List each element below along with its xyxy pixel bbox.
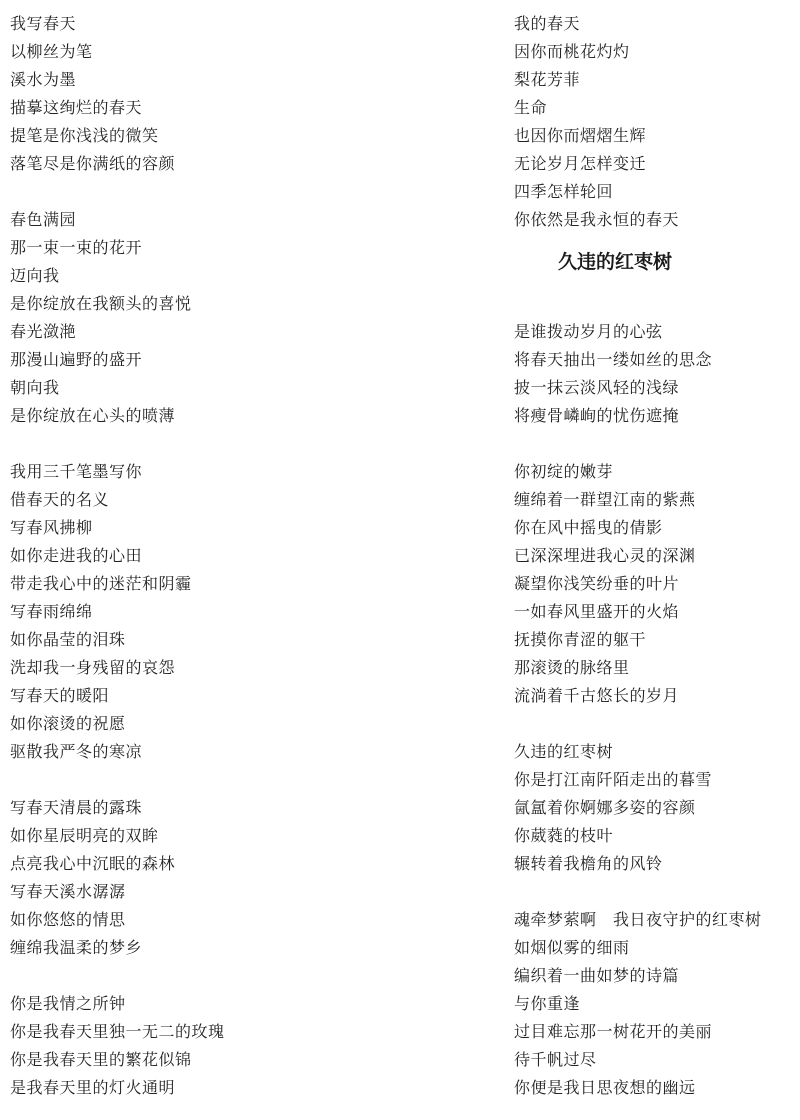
poem-line: 缠绵我温柔的梦乡 — [10, 938, 143, 957]
poem-line: 也因你而熠熠生辉 — [514, 126, 647, 145]
poem-line: 编织着一曲如梦的诗篇 — [514, 966, 680, 985]
poem-line: 梨花芳菲 — [514, 70, 581, 89]
poem-line: 春光潋滟 — [10, 322, 77, 341]
poem-line: 过目难忘那一树花开的美丽 — [514, 1022, 713, 1041]
poem-line: 写春天的暖阳 — [10, 686, 110, 705]
poem-line: 我的春天 — [514, 14, 581, 33]
stanza-break — [514, 290, 794, 318]
poem-line: 待千帆过尽 — [514, 1050, 597, 1069]
poem-line: 朝向我 — [10, 378, 60, 397]
poem-line: 如你滚烫的祝愿 — [10, 714, 126, 733]
poem-line: 带走我心中的迷茫和阴霾 — [10, 574, 192, 593]
poem-line: 写春天清晨的露珠 — [10, 798, 143, 817]
poem-line: 春色满园 — [10, 210, 77, 229]
poem-line: 生命 — [514, 98, 548, 117]
poem-line: 是你绽放在心头的喷薄 — [10, 406, 176, 425]
poem-line: 如你悠悠的情思 — [10, 910, 126, 929]
poem-line: 你是我春天里的繁花似锦 — [10, 1050, 192, 1069]
poem-line: 久违的红枣树 — [514, 742, 614, 761]
poem-line: 迈向我 — [10, 266, 60, 285]
poem-title: 久违的红枣树 — [558, 251, 673, 273]
stanza-break — [10, 766, 480, 794]
poem-line: 抚摸你青涩的躯干 — [514, 630, 647, 649]
poem-line: 无论岁月怎样变迁 — [514, 154, 647, 173]
stanza-break — [10, 962, 480, 990]
poem-line: 如你走进我的心田 — [10, 546, 143, 565]
poem-line: 一如春风里盛开的火焰 — [514, 602, 680, 621]
poem-line: 魂牵梦萦啊 我日夜守护的红枣树 — [514, 910, 762, 929]
poem-line: 是谁拨动岁月的心弦 — [514, 322, 663, 341]
poem-line: 缠绵着一群望江南的紫燕 — [514, 490, 696, 509]
right-column — [514, 10, 794, 1102]
poem-line: 已深深埋进我心灵的深渊 — [514, 546, 696, 565]
poem-line: 辗转着我檐角的风铃 — [514, 854, 663, 873]
poem-line: 你在风中摇曳的倩影 — [514, 518, 663, 537]
poem-line: 描摹这绚烂的春天 — [10, 98, 143, 117]
poem-line: 写春天溪水潺潺 — [10, 882, 126, 901]
poem-line: 那滚烫的脉络里 — [514, 658, 630, 677]
poem-line: 那一束一束的花开 — [10, 238, 143, 257]
stanza-break — [10, 430, 480, 458]
poem-line: 与你重逢 — [514, 994, 581, 1013]
poem-line: 你是打江南阡陌走出的暮雪 — [514, 770, 713, 789]
poem-line: 写春风拂柳 — [10, 518, 93, 537]
poem-line: 驱散我严冬的寒凉 — [10, 742, 143, 761]
poem-line: 你便是我日思夜想的幽远 — [514, 1078, 696, 1097]
poem-line: 提笔是你浅浅的微笑 — [10, 126, 159, 145]
stanza-break — [514, 430, 794, 458]
poem-line: 氤氲着你婀娜多姿的容颜 — [514, 798, 696, 817]
poem-line: 如烟似雾的细雨 — [514, 938, 630, 957]
poem-line: 是我春天里的灯火通明 — [10, 1078, 176, 1097]
poem-line: 你初绽的嫩芽 — [514, 462, 614, 481]
poem-line: 如你晶莹的泪珠 — [10, 630, 126, 649]
poem-line: 写春雨绵绵 — [10, 602, 93, 621]
poem-line: 洗却我一身残留的哀怨 — [10, 658, 176, 677]
poem-line: 那漫山遍野的盛开 — [10, 350, 143, 369]
poem-line: 我写春天 — [10, 14, 77, 33]
poem-line: 我用三千笔墨写你 — [10, 462, 143, 481]
poem-line: 流淌着千古悠长的岁月 — [514, 686, 680, 705]
poem-line: 是你绽放在我额头的喜悦 — [10, 294, 192, 313]
poem-line: 你是我春天里独一无二的玫瑰 — [10, 1022, 225, 1041]
stanza-break — [514, 710, 794, 738]
poem-line: 你葳蕤的枝叶 — [514, 826, 614, 845]
poem-line: 以柳丝为笔 — [10, 42, 93, 61]
poem-line: 四季怎样轮回 — [514, 182, 614, 201]
poem-line: 将春天抽出一缕如丝的思念 — [514, 350, 713, 369]
poem-line: 凝望你浅笑纷垂的叶片 — [514, 574, 680, 593]
poem-line: 如你星辰明亮的双眸 — [10, 826, 159, 845]
poem-line: 点亮我心中沉眠的森林 — [10, 854, 176, 873]
poem-line: 因你而桃花灼灼 — [514, 42, 630, 61]
stanza-break — [10, 178, 480, 206]
poem-line: 借春天的名义 — [10, 490, 110, 509]
poem-line: 将瘦骨嶙峋的忧伤遮掩 — [514, 406, 680, 425]
poem-line: 落笔尽是你满纸的容颜 — [10, 154, 176, 173]
poem-line: 你是我情之所钟 — [10, 994, 126, 1013]
left-column — [10, 10, 480, 1102]
poem-line: 披一抹云淡风轻的浅绿 — [514, 378, 680, 397]
stanza-break — [514, 878, 794, 906]
poem-line: 溪水为墨 — [10, 70, 77, 89]
poem-line: 你依然是我永恒的春天 — [514, 210, 680, 229]
